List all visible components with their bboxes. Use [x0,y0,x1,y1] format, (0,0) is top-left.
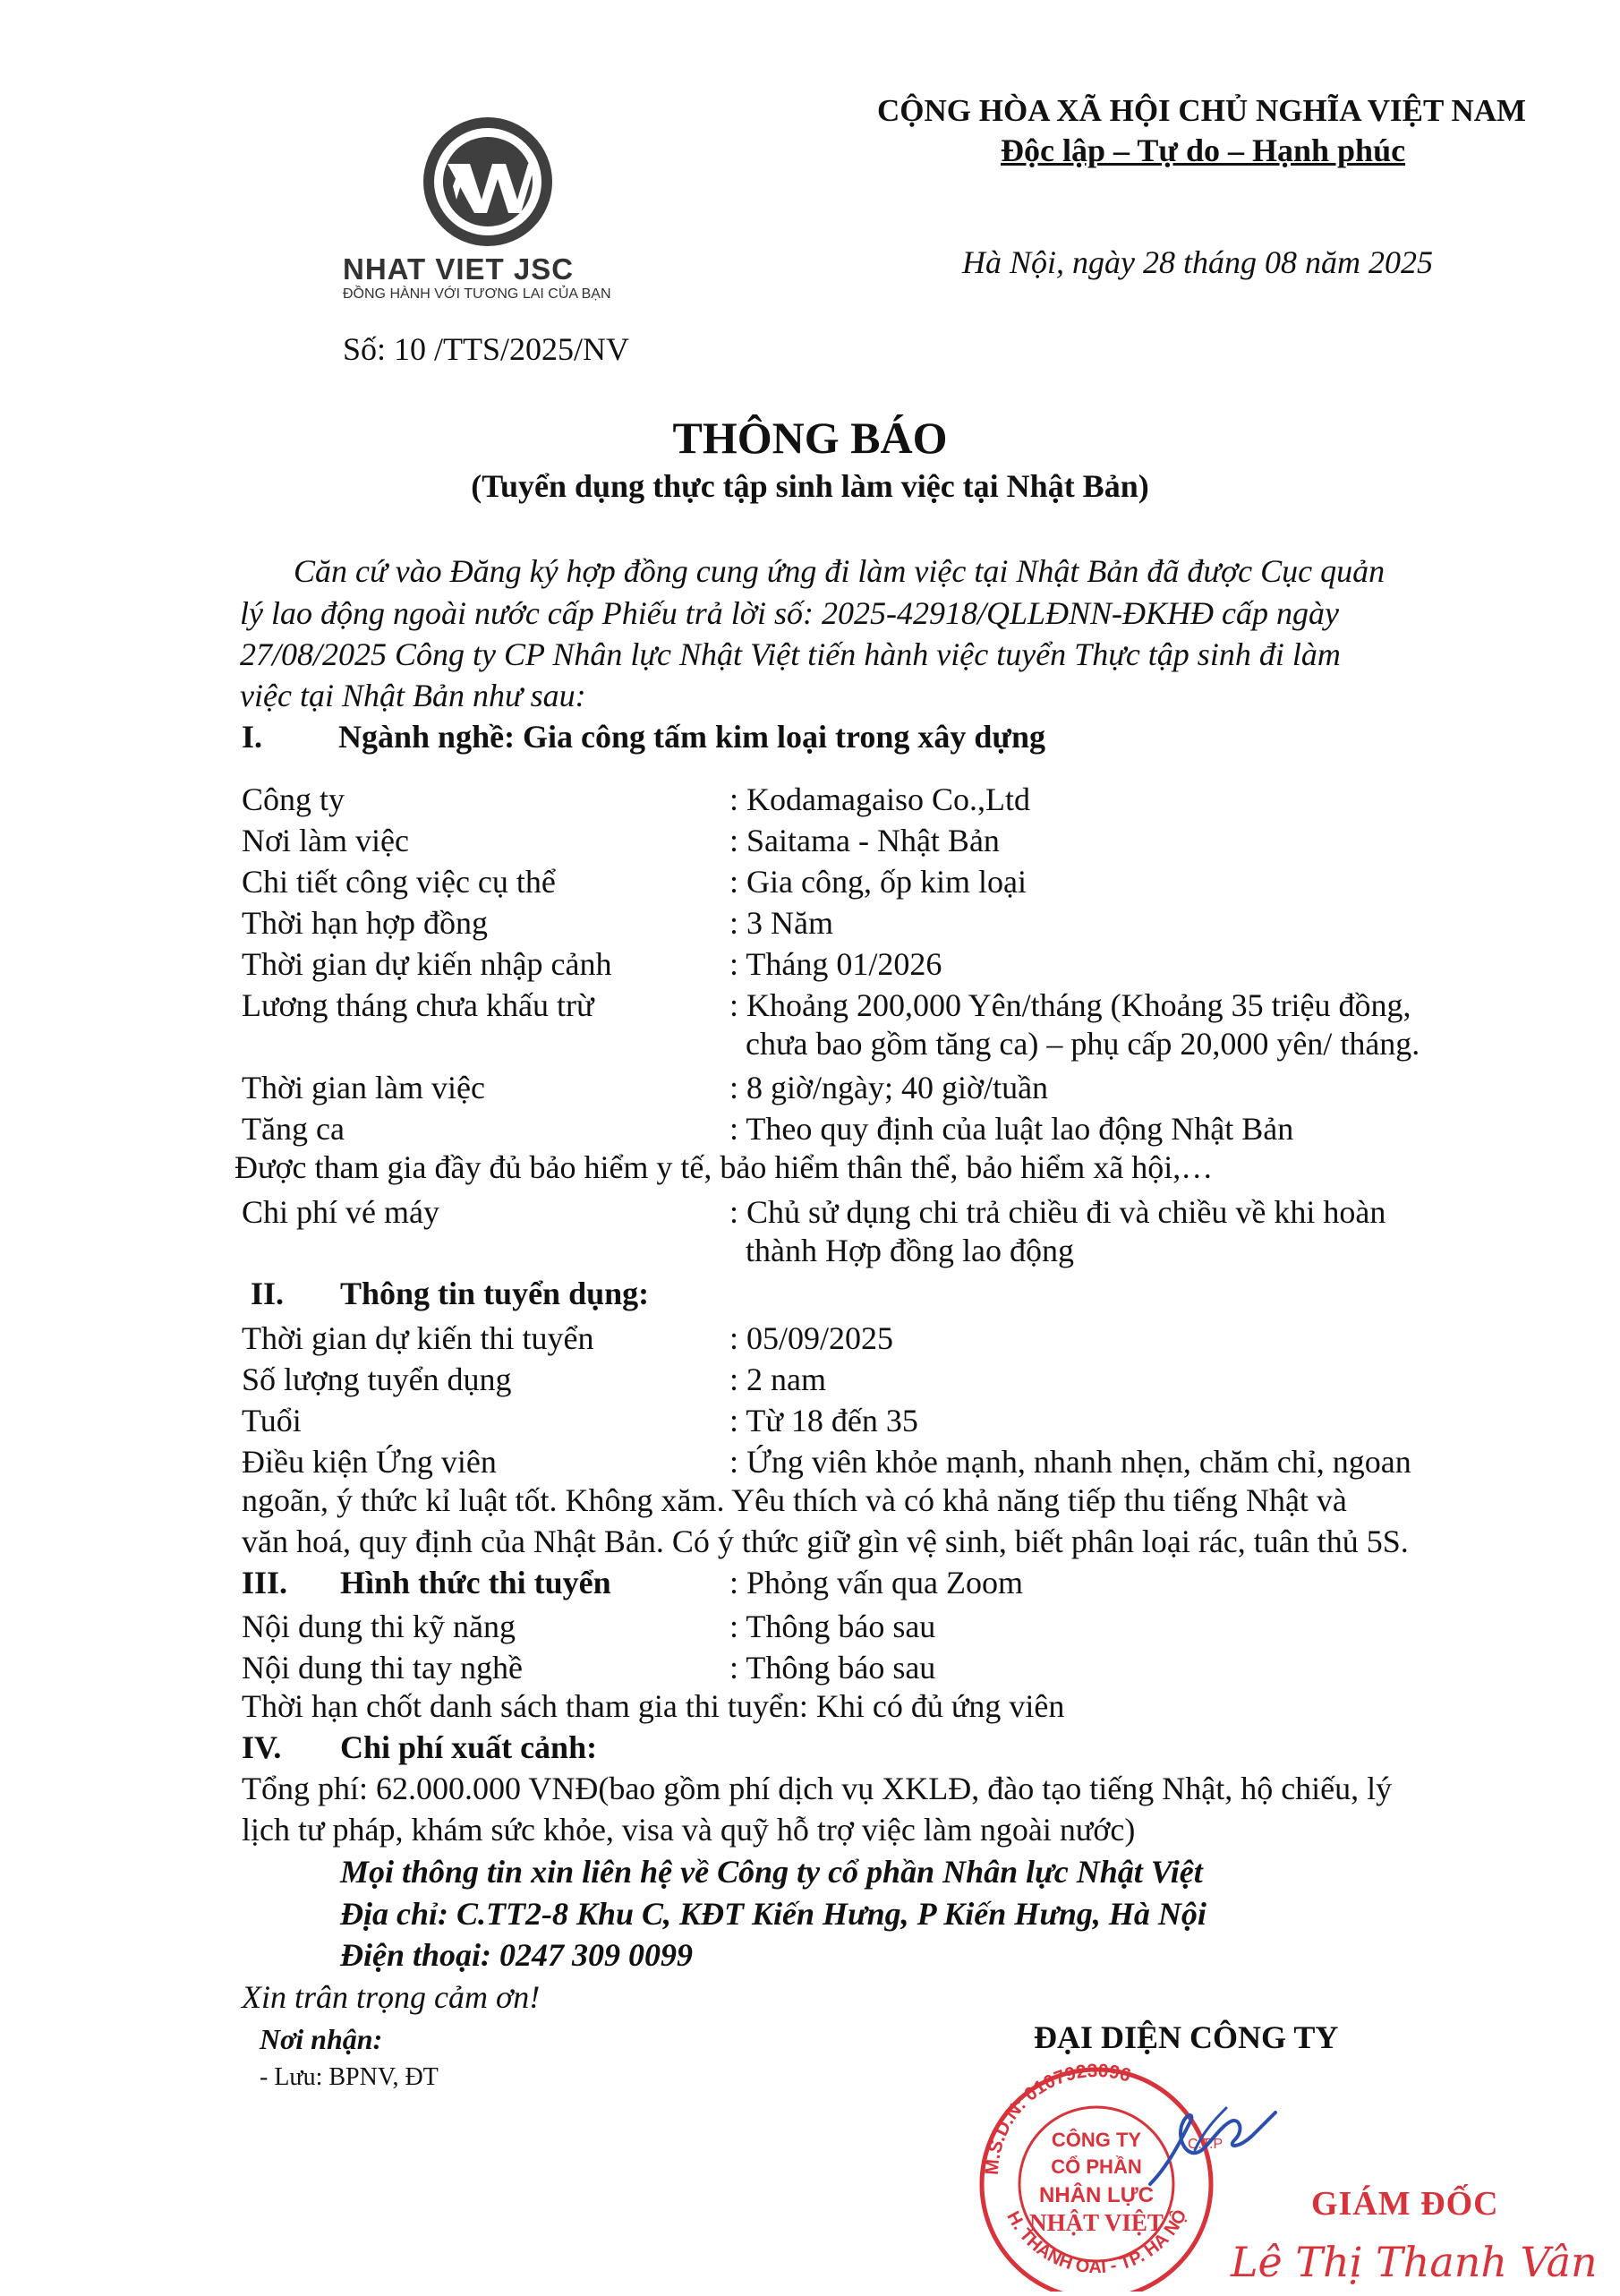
row-label: Thời gian dự kiến thi tuyển [242,1320,594,1356]
row-label: Tăng ca [242,1111,345,1147]
row-label: Chi tiết công việc cụ thể [242,864,556,900]
recipients-list: - Lưu: BPNV, ĐT [260,2063,439,2091]
national-title: CỘNG HÒA XÃ HỘI CHỦ NGHĨA VIỆT NAM [877,93,1527,128]
row-label: Số lượng tuyển dụng [242,1361,512,1397]
row-value: : Ứng viên khỏe mạnh, nhanh nhẹn, chăm chỉ, ngoan [729,1444,1411,1480]
row-label: Thời gian dự kiến nhập cảnh [242,946,612,982]
company-slogan: ĐỒNG HÀNH VỚI TƯƠNG LAI CỦA BẠN [343,286,611,302]
row-value: : 8 giờ/ngày; 40 giờ/tuần [729,1070,1049,1105]
contact-phone: Điện thoại: 0247 309 0099 [340,1937,694,1973]
row-value: : Gia công, ốp kim loại [729,864,1027,900]
section-3-num: III. [242,1565,288,1600]
intro-line-3: 27/08/2025 Công ty CP Nhân lực Nhật Việt tiến hành việc tuyển Thực tập sinh đi làm [240,636,1341,672]
company-name: NHAT VIET JSC [343,252,575,286]
company-logo [421,115,555,249]
row-label: Công ty [242,781,345,817]
row-value: : 2 nam [729,1361,826,1397]
row-value: : Saitama - Nhật Bản [729,823,1000,858]
row-label: Thời gian làm việc [242,1070,485,1105]
row-label: Thời hạn hợp đồng [242,905,489,941]
salary-continuation: chưa bao gồm tăng ca) – phụ cấp 20,000 yên/ tháng. [746,1026,1420,1062]
handwritten-signature-icon [1141,2095,1284,2202]
row-value: : Khoảng 200,000 Yên/tháng (Khoảng 35 triệu đồng, [729,987,1411,1023]
section-2-title: Thông tin tuyển dụng: [340,1276,650,1311]
row-value: : Kodamagaiso Co.,Ltd [729,781,1030,817]
stamp-bottom-text: H. THANH OAI - TP. HÀ NỘ [1002,2206,1191,2278]
stamp-line-4: NHẬT VIỆT [1029,2209,1164,2236]
recipients-title: Nơi nhận: [260,2023,383,2055]
page-subtitle: (Tuyển dụng thực tập sinh làm việc tại Nhật Bản) [471,468,1149,504]
row-value: : 05/09/2025 [729,1320,894,1356]
representative-title: ĐẠI DIỆN CÔNG TY [1034,2019,1339,2055]
section-3-value: : Phỏng vấn qua Zoom [729,1565,1023,1600]
stamp-line-1: CÔNG TY [1051,2129,1142,2151]
row-value: : Chủ sử dụng chi trả chiều đi và chiều về khi hoàn [729,1194,1386,1230]
section-4-num: IV. [242,1729,282,1765]
row-label: Tuổi [242,1403,302,1438]
condition-line-3: văn hoá, quy định của Nhật Bản. Có ý thức giữ gìn vệ sinh, biết phân loại rác, tuân thủ 5S. [242,1524,1409,1559]
row-label: Điều kiện Ứng viên [242,1444,497,1480]
stamp-line-2: CỔ PHẦN [1051,2155,1142,2178]
row-label: Nơi làm việc [242,823,409,858]
director-name: Lê Thị Thanh Vân [1231,2238,1598,2286]
place-date: Hà Nội, ngày 28 tháng 08 năm 2025 [962,244,1433,280]
intro-line-1: Căn cứ vào Đăng ký hợp đồng cung ứng đi làm việc tại Nhật Bản đã được Cục quản [294,553,1386,589]
insurance-line: Được tham gia đầy đủ bảo hiểm y tế, bảo hiểm thân thể, bảo hiểm xã hội,… [234,1149,1214,1185]
contact-address: Địa chỉ: C.TT2-8 Khu C, KĐT Kiến Hưng, P Kiến Hưng, Hà Nội [340,1896,1206,1932]
row-label: Lương tháng chưa khấu trừ [242,987,594,1023]
section-4-title: Chi phí xuất cảnh: [340,1729,598,1765]
row-value: : Tháng 01/2026 [729,946,942,982]
logo-emblem-icon [421,115,555,249]
cost-line-2: lịch tư pháp, khám sức khỏe, visa và quỹ hỗ trợ việc làm ngoài nước) [242,1812,1136,1848]
row-value: : 3 Năm [729,905,833,941]
motto: Độc lập – Tự do – Hạnh phúc [1001,132,1406,168]
row-label: Nội dung thi kỹ năng [242,1609,516,1644]
row-value: : Thông báo sau [729,1609,936,1644]
row-value: : Theo quy định của luật lao động Nhật Bản [729,1111,1294,1147]
deadline-line: Thời hạn chốt danh sách tham gia thi tuyển: Khi có đủ ứng viên [242,1688,1065,1724]
cost-line-1: Tổng phí: 62.000.000 VNĐ(bao gồm phí dịch vụ XKLĐ, đào tạo tiếng Nhật, hộ chiếu, lý [242,1771,1393,1806]
stamp-side-text: C.T.P [1188,2137,1224,2152]
thanks-line: Xin trân trọng cảm ơn! [242,1979,541,2015]
row-label: Chi phí vé máy [242,1194,439,1230]
stamp-tax-path: M.S.D.N: 0107923096 [981,2060,1133,2176]
row-value: : Thông báo sau [729,1650,936,1686]
condition-line-2: ngoãn, ý thức kỉ luật tốt. Không xăm. Yêu thích và có khả năng tiếp thu tiếng Nhật và [242,1482,1347,1518]
page-title: THÔNG BÁO [672,413,948,463]
intro-line-4: việc tại Nhật Bản như sau: [240,678,586,713]
contact-line-1: Mọi thông tin xin liên hệ về Công ty cổ phần Nhân lực Nhật Việt [340,1854,1203,1890]
section-2-num: II. [251,1276,285,1311]
section-3-title: Hình thức thi tuyển [340,1565,611,1600]
ticket-continuation: thành Hợp đồng lao động [746,1233,1074,1268]
row-value: : Từ 18 đến 35 [729,1403,918,1438]
section-1-title: Ngành nghề: Gia công tấm kim loại trong xây dựng [338,719,1046,755]
intro-line-2: lý lao động ngoài nước cấp Phiếu trả lời số: 2025-42918/QLLĐNN-ĐKHĐ cấp ngày [240,595,1339,631]
stamp-line-3: NHÂN LỰC [1039,2183,1154,2207]
director-title: GIÁM ĐỐC [1311,2185,1499,2223]
doc-number: Số: 10 /TTS/2025/NV [343,331,630,367]
section-1-num: I. [242,719,263,755]
row-label: Nội dung thi tay nghề [242,1650,523,1686]
